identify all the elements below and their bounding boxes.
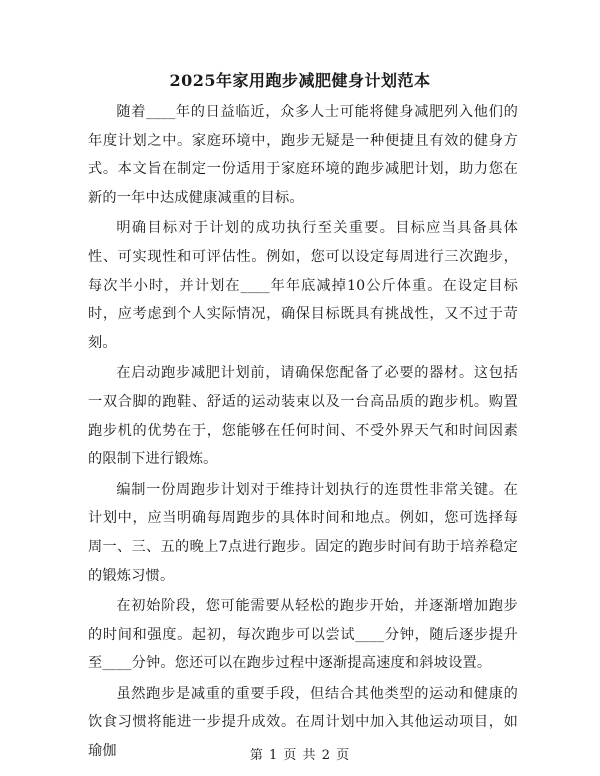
paragraph-weekly-plan: 编制一份周跑步计划对于维持计划执行的连贯性非常关键。在计划中，应当明确每周跑步的具体时间和地点。例如，您可选择每周一、三、五的晚上7点进行跑步。固定的跑步时间有助于培养稳定的锻炼习惯。 (88, 481, 518, 584)
paragraph-goals: 明确目标对于计划的成功执行至关重要。目标应当具备具体性、可实现性和可评估性。例如，您可以设定每周进行三次跑步，每次半小时，并计划在____年年底减掉10公斤体重。在设定目标时，应考虑到个人实际情况，确保目标既具有挑战性，又不过于苛刻。 (88, 220, 518, 351)
paragraph-combination: 虽然跑步是减重的重要手段，但结合其他类型的运动和健康的饮食习惯将能进一步提升成效。在周计划中加入其他运动项目，如瑜伽 (88, 685, 518, 760)
document-title: 2025年家用跑步减肥健身计划范本 (169, 71, 431, 90)
page-number-footer: 第 1 页 共 2 页 (249, 748, 351, 763)
paragraph-intro: 随着____年的日益临近，众多人士可能将健身减肥列入他们的年度计划之中。家庭环境中，跑步无疑是一种便捷且有效的健身方式。本文旨在制定一份适用于家庭环境的跑步减肥计划，助力您在新的一年中达成健康减重的目标。 (88, 104, 518, 206)
document-body (88, 98, 518, 768)
paragraph-progression: 在初始阶段，您可能需要从轻松的跑步开始，并逐渐增加跑步的时间和强度。起初，每次跑步可以尝试____分钟，随后逐步提升至____分钟。您还可以在跑步过程中逐渐提高速度和斜坡设置。 (88, 598, 518, 672)
paragraph-equipment: 在启动跑步减肥计划前，请确保您配备了必要的器材。这包括一双合脚的跑鞋、舒适的运动装束以及一台高品质的跑步机。购置跑步机的优势在于，您能够在任何时间、不受外界天气和时间因素的限制下进行锻炼。 (88, 365, 518, 468)
